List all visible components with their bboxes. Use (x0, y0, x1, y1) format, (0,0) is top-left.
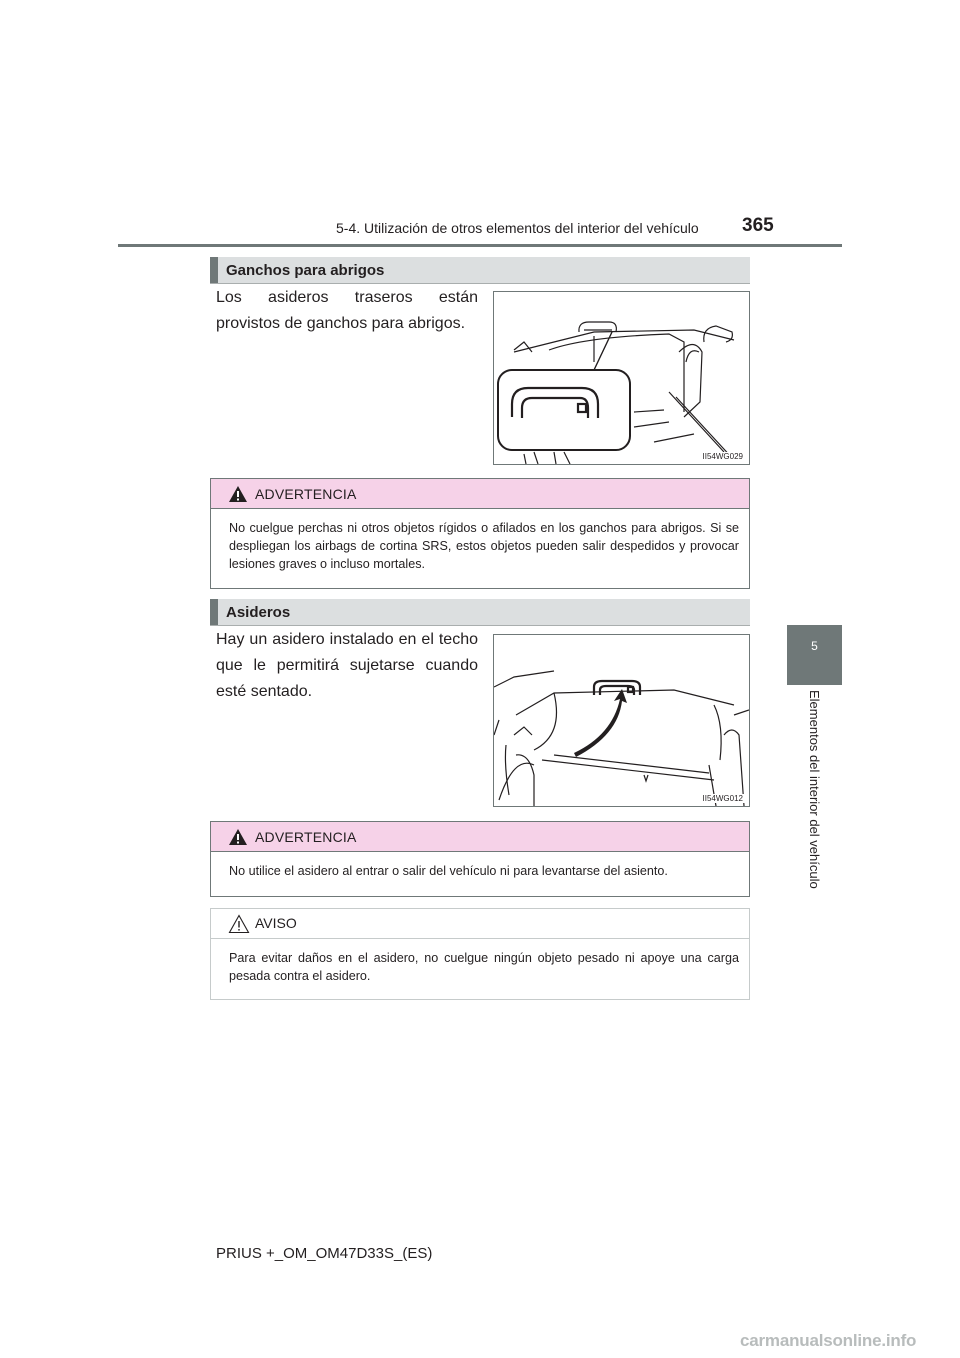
section-heading-text: Asideros (226, 604, 291, 621)
coat-hook-illustration (493, 291, 750, 465)
document-code: PRIUS +_OM_OM47D33S_(ES) (216, 1245, 433, 1262)
section-heading-text: Ganchos para abrigos (226, 262, 385, 279)
notice-text: Para evitar daños en el asidero, no cuelgue ningún objeto pesado ni apoye una carga pesada contra el asidero. (229, 951, 739, 983)
chapter-label (807, 690, 832, 890)
header-divider (118, 244, 842, 247)
notice-header (211, 909, 749, 939)
section-underline (210, 625, 750, 626)
section-heading-grab-handles (210, 599, 750, 625)
figure-code: II54WG012 (702, 794, 743, 803)
warning-triangle-icon (228, 828, 248, 846)
grab-handles-paragraph: Hay un asidero instalado en el techo que le permitirá sujetarse cuando esté sentado. (216, 631, 478, 700)
watermark: carmanualsonline.info (740, 1331, 917, 1350)
section-header-title: 5-4. Utilización de otros elementos del interior del vehículo (336, 220, 699, 236)
section-heading-coat-hooks (210, 257, 750, 283)
coat-hook-drawing (494, 292, 749, 464)
section-underline (210, 283, 750, 284)
warning-header (211, 822, 749, 852)
grab-handle-illustration (493, 634, 750, 807)
warning-header (211, 479, 749, 509)
warning-label: ADVERTENCIA (255, 829, 357, 845)
chapter-tab: 5 (787, 625, 842, 685)
warning-box-grab-handles (210, 821, 750, 897)
warning-label: ADVERTENCIA (255, 486, 357, 502)
caution-triangle-icon (228, 914, 250, 934)
notice-label: AVISO (255, 915, 297, 931)
figure-code: II54WG029 (702, 452, 743, 461)
grab-handle-drawing (494, 635, 749, 806)
notice-box (210, 908, 750, 1000)
page-number: 365 (742, 215, 774, 236)
coat-hooks-paragraph: Los asideros traseros están provistos de ganchos para abrigos. (216, 289, 478, 332)
warning-text: No cuelgue perchas ni otros objetos rígidos o afilados en los ganchos para abrigos. Si se despliegan los airbags de cortina SRS, estos objetos pueden salir despedidos y provocar lesiones graves o incluso mortales. (229, 521, 739, 571)
warning-text: No utilice el asidero al entrar o salir del vehículo ni para levantarse del asiento. (229, 864, 668, 878)
warning-triangle-icon (228, 485, 248, 503)
chapter-label-text: Elementos del interior del vehículo (807, 690, 822, 889)
warning-box-coat-hooks (210, 478, 750, 589)
